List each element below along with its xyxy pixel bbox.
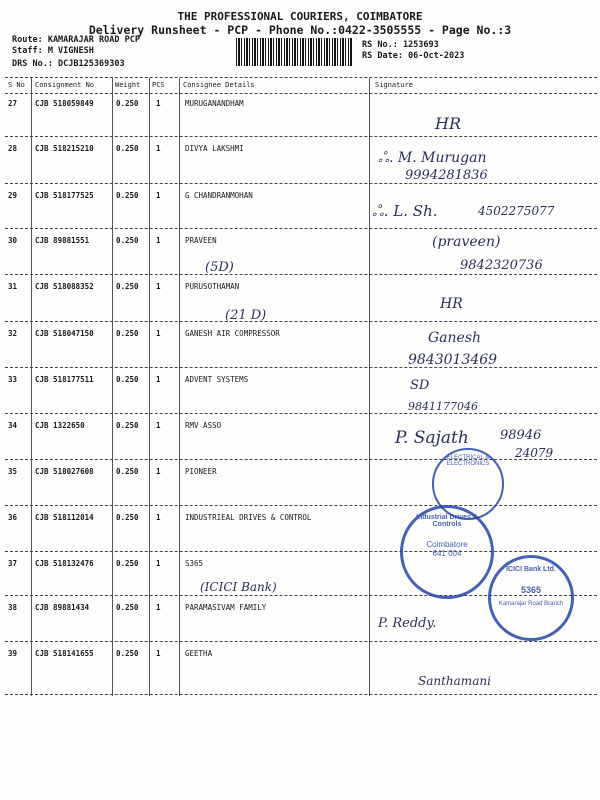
row-weight: 0.250 [116,375,139,384]
row-consignee: S365 [185,559,204,568]
row-sno: 28 [8,144,18,153]
column-divider [112,78,113,696]
row-consignee: PIONEER [185,467,217,476]
stamp-ring-text: Industrial Drives & Controls [416,514,478,528]
row-weight: 0.250 [116,603,139,612]
col-header-consignment: Consignment No [35,81,95,89]
row-consignment-no: CJB 518112014 [35,513,94,522]
route-label: Route: KAMARAJAR ROAD PCP [12,35,140,45]
phone-29: 4502275077 [478,204,555,218]
staff-label: Staff: M VIGNESH [12,46,94,56]
row-separator [5,413,597,414]
stamp-code: 5365 [520,585,542,595]
row-pcs: 1 [156,236,161,245]
phone-34: 98946 [500,428,542,443]
row-weight: 0.250 [116,421,139,430]
rs-number: RS No.: 1253693 [362,40,439,50]
note-30: (5D) [205,260,234,275]
row-separator [5,321,597,322]
row-pcs: 1 [156,144,161,153]
row-separator [5,459,597,460]
icici-bank-stamp [488,555,574,641]
row-consignee: DIVYA LAKSHMI [185,144,244,153]
row-weight: 0.250 [116,191,139,200]
table-top-rule [5,77,597,78]
row-sno: 36 [8,513,18,522]
phone-28: 9994281836 [405,168,488,183]
column-divider [179,78,180,696]
row-sno: 30 [8,236,18,245]
signature-38: P. Reddy. [378,616,437,631]
row-pcs: 1 [156,191,161,200]
row-separator [5,641,597,642]
row-separator [5,274,597,275]
signature-30: (praveen) [432,234,501,250]
stamp-city: Coimbatore [426,540,468,549]
row-consignment-no: CJB 518132476 [35,559,94,568]
row-separator [5,505,597,506]
row-consignee: INDUSTRIEAL DRIVES & CONTROL [185,513,312,522]
header-rule [5,93,597,94]
phone-32: 9843013469 [408,352,498,368]
col-header-consignee: Consignee Details [183,81,255,89]
drs-label: DRS No.: DCJB125369303 [12,59,125,69]
row-weight: 0.250 [116,282,139,291]
row-weight: 0.250 [116,144,139,153]
row-sno: 33 [8,375,18,384]
row-separator [5,136,597,137]
col-header-signature: Signature [375,81,413,89]
row-consignee: MURUGANANDHAM [185,99,244,108]
rs-date: RS Date: 06-Oct-2023 [362,51,465,61]
stamp-pin: 641 004 [432,549,462,558]
row-consignment-no: CJB 518177525 [35,191,94,200]
phone-33: 9841177046 [408,400,478,413]
row-consignment-no: CJB 1322650 [35,421,85,430]
row-weight: 0.250 [116,467,139,476]
column-divider [31,78,32,696]
row-separator [5,367,597,368]
row-consignee: ADVENT SYSTEMS [185,375,249,384]
row-sno: 38 [8,603,18,612]
runsheet-subtitle: Delivery Runsheet - PCP - Phone No.:0422-3505555 - Page No.:3 [88,23,512,37]
row-sno: 35 [8,467,18,476]
row-consignee: PURUSOTHAMAN [185,282,240,291]
row-separator [5,183,597,184]
signature-29: ஃ. L. Sh. [372,202,438,220]
row-weight: 0.250 [116,99,139,108]
row-pcs: 1 [156,513,161,522]
row-consignment-no: CJB 89881551 [35,236,90,245]
row-weight: 0.250 [116,513,139,522]
signature-28: ஃ. M. Murugan [378,150,487,166]
row-sno: 29 [8,191,18,200]
row-separator [5,551,597,552]
note-37: (ICICI Bank) [200,580,277,594]
row-consignee: GEETHA [185,649,213,658]
row-consignment-no: CJB 518047150 [35,329,94,338]
row-sno: 34 [8,421,18,430]
stamp-branch: Kamarajar Road Branch [498,601,564,607]
company-title: THE PROFESSIONAL COURIERS, COIMBATORE [177,10,423,23]
row-consignment-no: CJB 518027608 [35,467,94,476]
row-consignment-no: CJB 518088352 [35,282,94,291]
row-consignee: PRAVEEN [185,236,217,245]
signature-32: Ganesh [428,330,482,346]
row-sno: 39 [8,649,18,658]
stamp-ring-text: ICICI Bank Ltd. [506,566,556,573]
row-separator [5,694,597,695]
column-divider [369,78,370,696]
row-separator [5,228,597,229]
note-31: (21 D) [225,308,267,323]
col-header-sno: S No [8,81,25,89]
row-sno: 32 [8,329,18,338]
col-header-weight: Weight [115,81,141,89]
row-sno: 27 [8,99,18,108]
signature-31: HR [440,296,463,312]
column-divider [149,78,150,696]
row-sno: 37 [8,559,18,568]
row-pcs: 1 [156,467,161,476]
row-consignment-no: CJB 518141655 [35,649,94,658]
row-pcs: 1 [156,329,161,338]
row-consignment-no: CJB 518059849 [35,99,94,108]
row-pcs: 1 [156,375,161,384]
signature-33: SD [410,378,430,393]
row-sno: 31 [8,282,18,291]
signature-39: Santhamani [418,674,491,688]
row-consignee: PARAMASIVAM FAMILY [185,603,267,612]
row-pcs: 1 [156,603,161,612]
row-pcs: 1 [156,649,161,658]
row-consignee: G CHANDRANMOHAN [185,191,253,200]
row-consignment-no: CJB 89881434 [35,603,90,612]
row-weight: 0.250 [116,559,139,568]
row-consignee: GANESH AIR COMPRESSOR [185,329,280,338]
barcode [236,38,352,66]
signature-27: HR [435,114,461,133]
row-consignee: RMV ASSO [185,421,222,430]
industrial-drives-stamp [400,505,494,599]
row-pcs: 1 [156,559,161,568]
row-pcs: 1 [156,421,161,430]
phone-34-cont: 24079 [515,446,554,460]
row-consignment-no: CJB 518215210 [35,144,94,153]
row-weight: 0.250 [116,329,139,338]
row-pcs: 1 [156,99,161,108]
row-consignment-no: CJB 518177511 [35,375,94,384]
phone-30: 9842320736 [460,258,543,273]
row-pcs: 1 [156,282,161,291]
signature-34: P. Sajath [395,428,469,448]
col-header-pcs: PCS [152,81,165,89]
row-weight: 0.250 [116,649,139,658]
stamp-text: ELECTRICAL & ELECTRONICS [446,455,490,467]
row-weight: 0.250 [116,236,139,245]
